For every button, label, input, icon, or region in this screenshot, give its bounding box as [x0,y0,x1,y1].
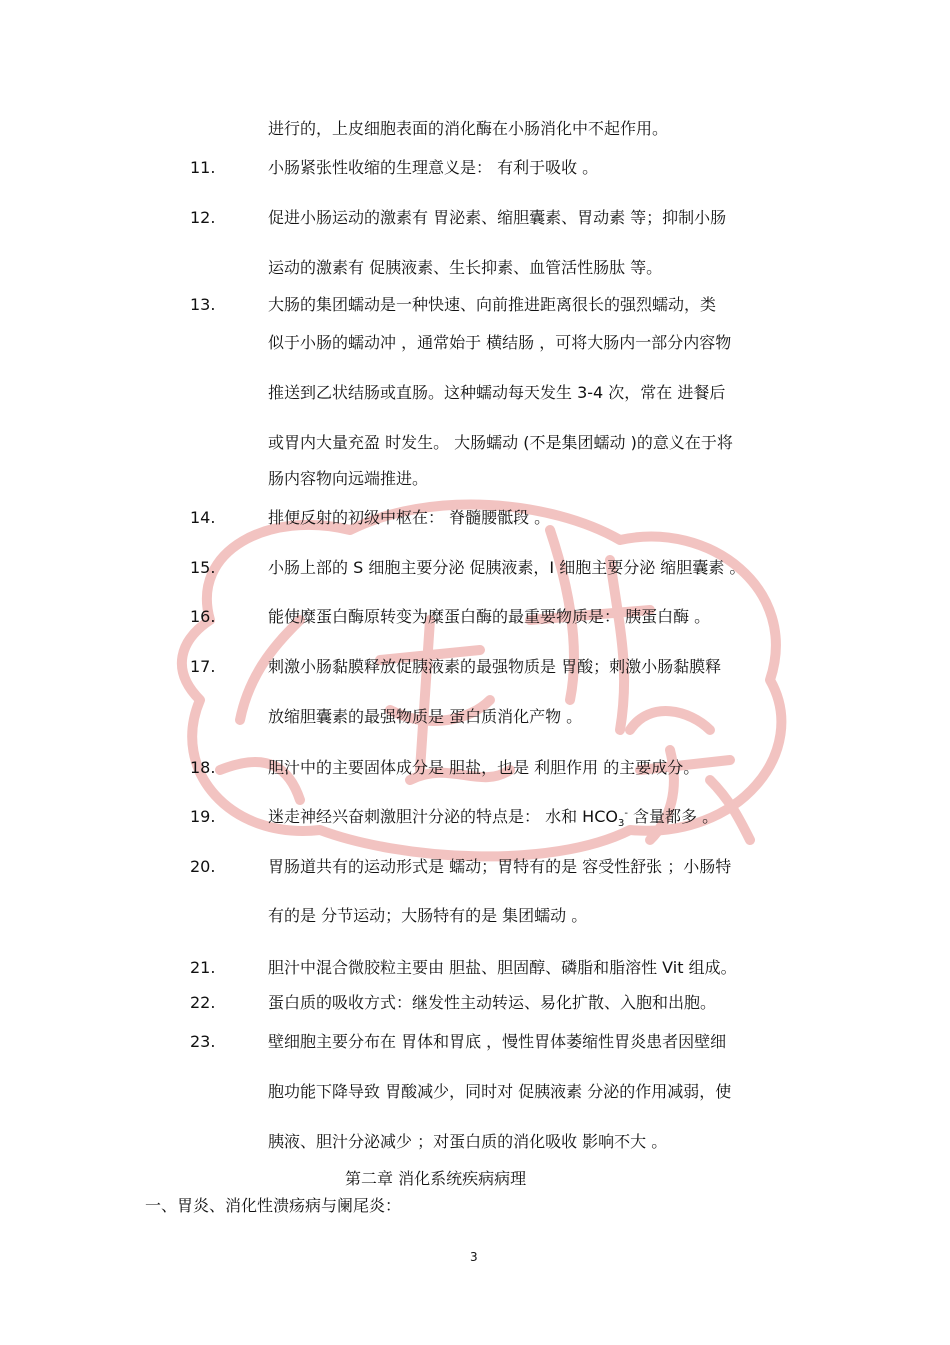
item-23-line-2: 胞功能下降导致 胃酸减少，同时对 促胰液素 分泌的作用减弱，使 [268,1082,732,1101]
item-13-line-5: 肠内容物向远端推进。 [268,469,429,488]
item-20-line-2: 有的是 分节运动；大肠特有的是 集团蠕动 。 [268,906,588,925]
item-11-number: 11. [190,158,216,177]
item-23-line-1: 壁细胞主要分布在 胃体和胃底 ，慢性胃体萎缩性胃炎患者因壁细 [268,1032,727,1051]
item-17-line-2: 放缩胆囊素的最强物质是 蛋白质消化产物 。 [268,707,583,726]
item-15-number: 15. [190,558,216,577]
item-14-line: 排便反射的初级中枢在： 脊髓腰骶段 。 [268,508,551,527]
item-13-line-1: 大肠的集团蠕动是一种快速、向前推进距离很长的强烈蠕动，类 [268,295,717,314]
item-12-number: 12. [190,208,216,227]
item-13-line-3: 推送到乙状结肠或直肠。这种蠕动每天发生 3-4 次，常在 进餐后 [268,383,726,402]
line-0-0: 进行的，上皮细胞表面的消化酶在小肠消化中不起作用。 [268,119,669,138]
page-number: 3 [470,1250,478,1264]
superscript: - [624,808,628,819]
item-17-number: 17. [190,657,216,676]
item-12-line-2: 运动的激素有 促胰液素、生长抑素、血管活性肠肽 等。 [268,258,663,277]
item-15-line: 小肠上部的 S 细胞主要分泌 促胰液素，I 细胞主要分泌 缩胆囊素 。 [268,558,746,577]
item-19-text: 迷走神经兴奋刺激胆汁分泌的特点是： 水和 HCO [268,807,618,826]
item-20-number: 20. [190,857,216,876]
item-13-line-2: 似于小肠的蠕动冲 ，通常始于 横结肠 ，可将大肠内一部分内容物 [268,333,732,352]
item-21-line: 胆汁中混合微胶粒主要由 胆盐、胆固醇、磷脂和脂溶性 Vit 组成。 [268,958,737,977]
item-11-line: 小肠紧张性收缩的生理意义是： 有利于吸收 。 [268,158,599,177]
item-13-number: 13. [190,295,216,314]
item-16-number: 16. [190,607,216,626]
item-14-number: 14. [190,508,216,527]
subscript: 3 [617,818,625,829]
item-19-line [268,806,718,831]
item-12-line-1: 促进小肠运动的激素有 胃泌素、缩胆囊素、胃动素 等；抑制小肠 [268,208,727,227]
item-13-line-4: 或胃内大量充盈 时发生。 大肠蠕动 (不是集团蠕动 )的意义在于将 [268,433,733,452]
item-20-line-1: 胃肠道共有的运动形式是 蠕动；胃特有的是 容受性舒张 ；小肠特 [268,857,732,876]
item-23-number: 23. [190,1032,216,1051]
item-22-number: 22. [190,993,216,1012]
item-23-line-3: 胰液、胆汁分泌减少 ；对蛋白质的消化吸收 影响不大 。 [268,1132,668,1151]
item-17-line-1: 刺激小肠黏膜释放促胰液素的最强物质是 胃酸；刺激小肠黏膜释 [268,657,722,676]
item-18-line: 胆汁中的主要固体成分是 胆盐，也是 利胆作用 的主要成分。 [268,758,700,777]
item-19-tail: 含量都多 。 [627,807,719,826]
watermark-text [150,470,151,471]
item-18-number: 18. [190,758,216,777]
section-heading: 一、胃炎、消化性溃疡病与阑尾炎： [145,1196,402,1215]
chapter-heading: 第二章 消化系统疾病病理 [345,1169,527,1188]
item-22-line: 蛋白质的吸收方式：继发性主动转运、易化扩散、入胞和出胞。 [268,993,717,1012]
item-16-line: 能使糜蛋白酶原转变为糜蛋白酶的最重要物质是： 胰蛋白酶 。 [268,607,711,626]
item-19-number: 19. [190,807,216,826]
item-21-number: 21. [190,958,216,977]
